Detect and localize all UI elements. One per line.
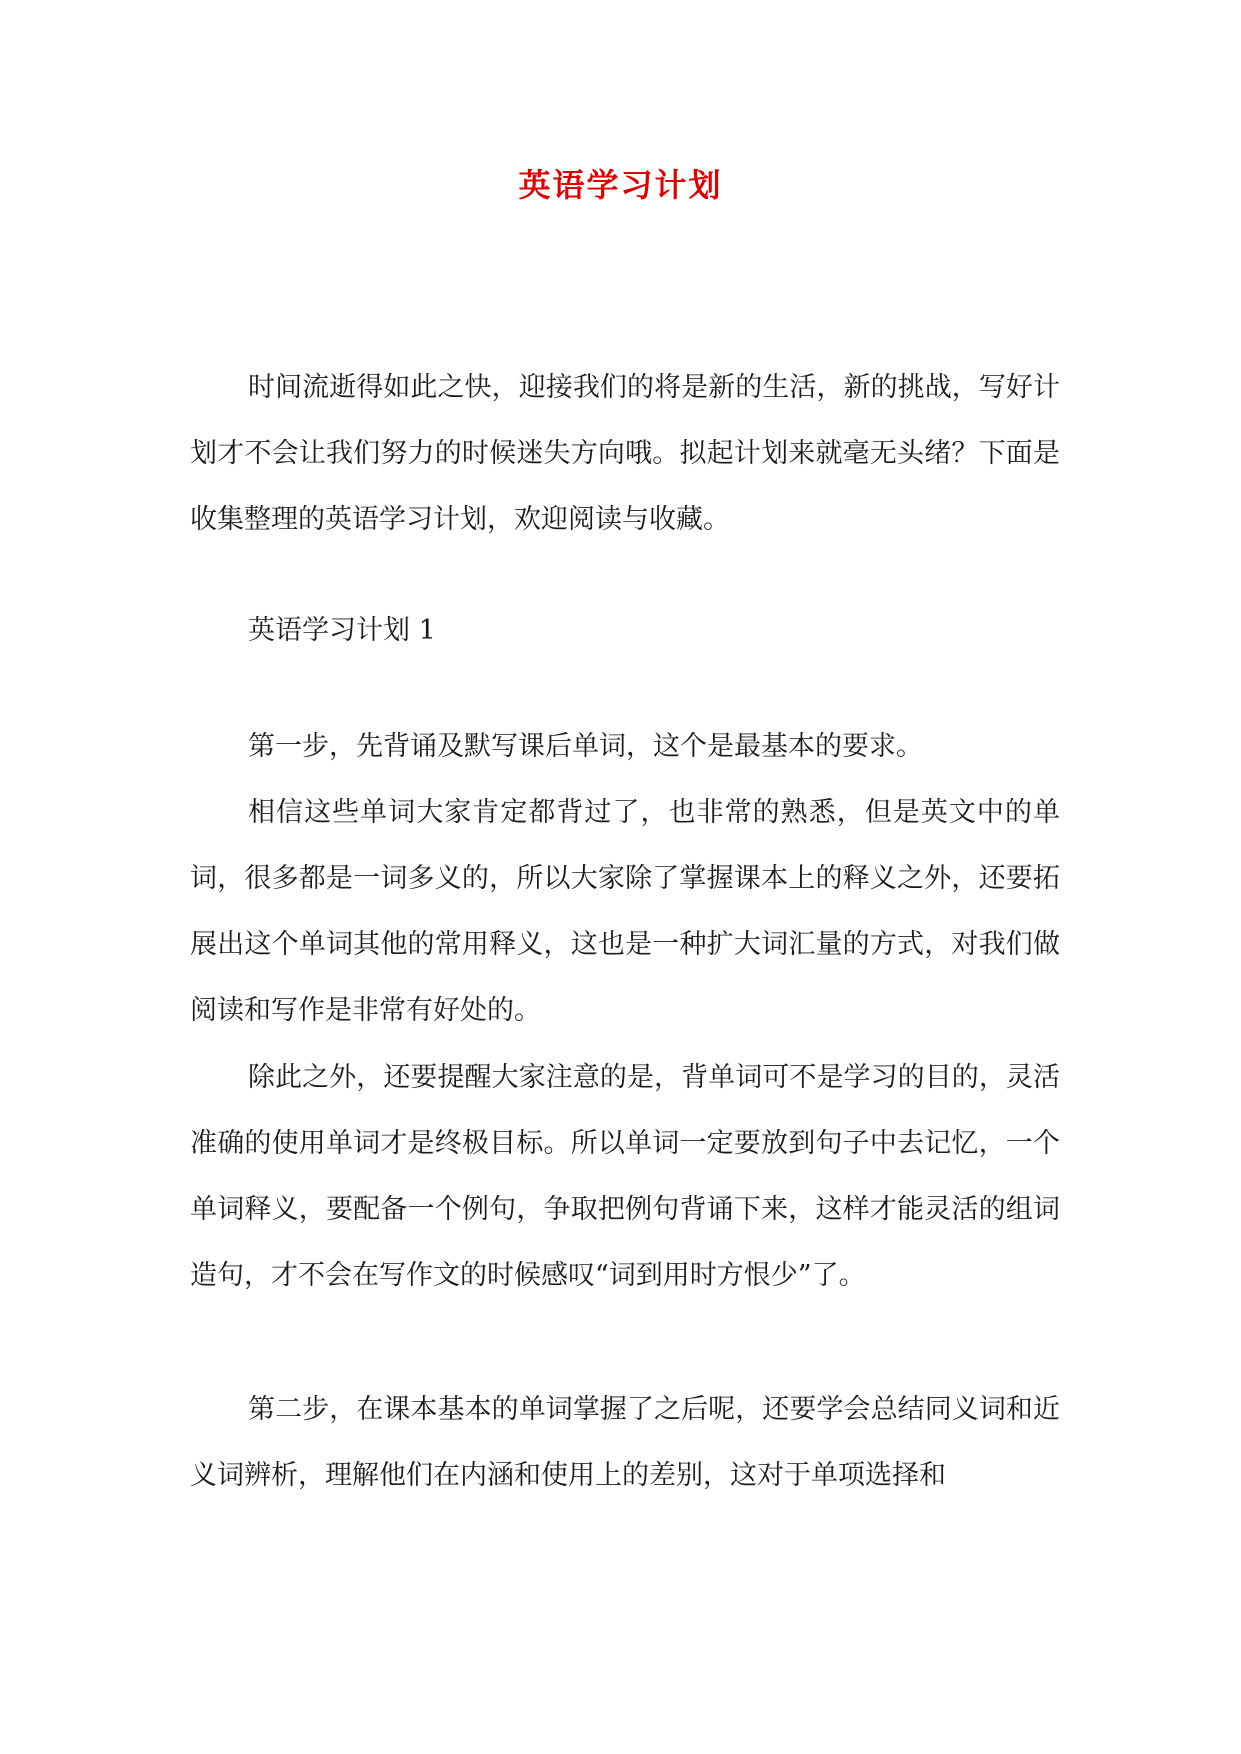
- body-paragraph-1: 第一步，先背诵及默写课后单词，这个是最基本的要求。: [248, 731, 923, 762]
- section-heading: 英语学习计划 1: [248, 615, 436, 646]
- intro-paragraph: 时间流逝得如此之快，迎接我们的将是新的生活，新的挑战，写好计划才不会让我们努力的时候迷失方向哦。拟起计划来就毫无头绪？下面是收集整理的英语学习计划，欢迎阅读与收藏。: [190, 372, 1060, 535]
- body-paragraph-3: 除此之外，还要提醒大家注意的是，背单词可不是学习的目的，灵活准确的使用单词才是终极目标。所以单词一定要放到句子中去记忆，一个单词释义，要配备一个例句，争取把例句背诵下来，这样才能灵活的组词造句，才不会在写作文的时候感叹“词到用时方恨少”了。: [190, 1062, 1060, 1291]
- document-title: 英语学习计划: [518, 166, 723, 204]
- body-paragraph-4: 第二步，在课本基本的单词掌握了之后呢，还要学会总结同义词和近义词辨析，理解他们在内涵和使用上的差别，这对于单项选择和: [190, 1394, 1060, 1491]
- body-paragraph-2: 相信这些单词大家肯定都背过了，也非常的熟悉，但是英文中的单词，很多都是一词多义的，所以大家除了掌握课本上的释义之外，还要拓展出这个单词其他的常用释义，这也是一种扩大词汇量的方式，对我们做阅读和写作是非常有好处的。: [190, 797, 1060, 1026]
